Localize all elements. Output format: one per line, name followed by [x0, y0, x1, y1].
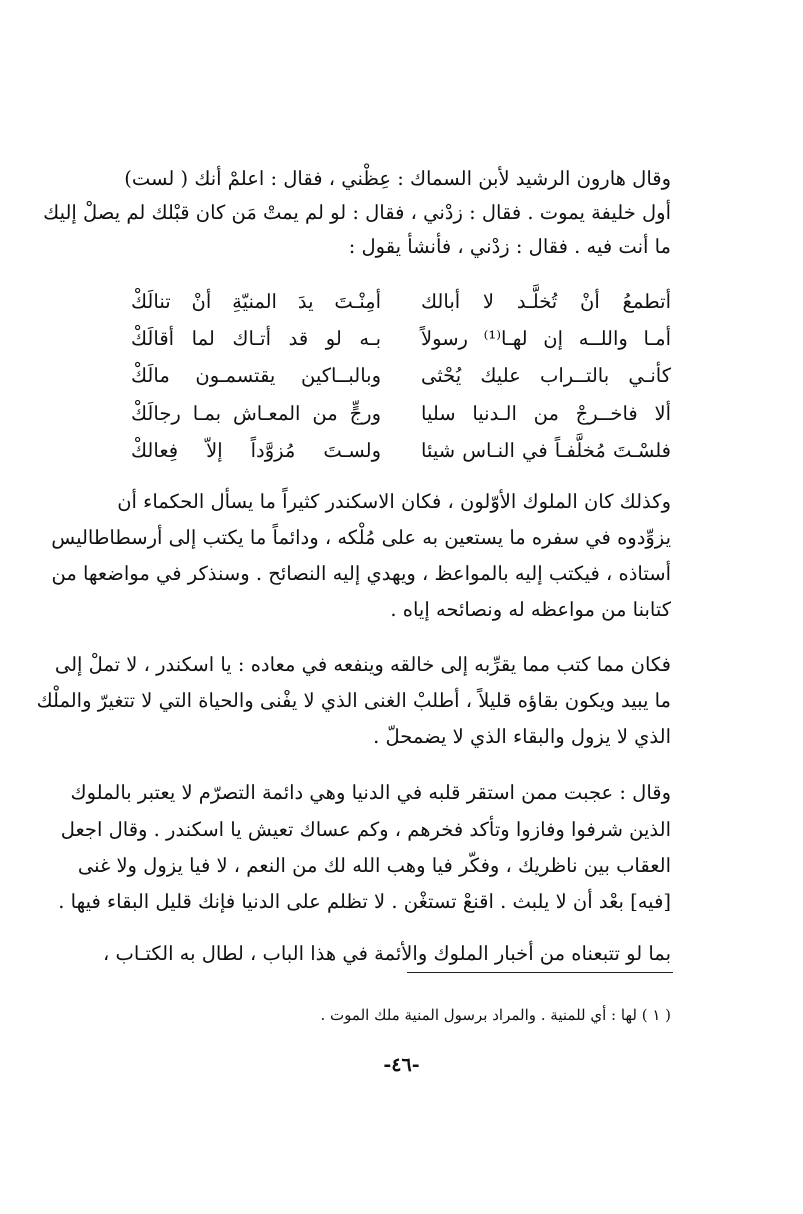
text-line: العقاب بين ناظريك ، وفكّر فيا وهب الله لك من النعم ، لا فيا يزول ولا غنى	[77, 854, 671, 877]
text-line: أول خليفة يموت . فقال : زدْني ، فقال : لو لم يمتْ مَن كان قبْلك لم يصلْ إليك	[43, 201, 671, 224]
text-line: ما أنت فيه . فقال : زدْني ، فأنشأ يقول :	[348, 235, 671, 258]
verse-first-hemistich: أتطمعُ أنْ تُخلَّـد لا أبالك	[421, 290, 671, 313]
text-line: بما لو تتبعناه من أخبار الملوك والأئمة في هذا الباب ، لطال به الكتـاب ،	[102, 942, 671, 965]
footnote: ( ١ ) لها : أي للمنية . والمراد برسول المنية ملك الموت .	[320, 1006, 671, 1024]
text-line: وقال : عجبت ممن استقر قلبه في الدنيا وهي دائمة التصرّم لا يعتبر بالملوك	[70, 781, 671, 804]
poem-verse	[131, 435, 671, 467]
verse-second-hemistich: أمِنْـتَ يدَ المنيّةِ أنْ تنالَكْ	[131, 290, 381, 313]
text-line: كتابنا من مواعظه له ونصائحه إياه .	[390, 598, 671, 621]
text-line: أستاذه ، فيكتب إليه بالمواعظ ، ويهدي إليه النصائح . وسنذكر في مواضعها من	[51, 562, 671, 585]
poem-verse	[131, 360, 671, 392]
verse-first-hemistich: فلسْـتَ مُخلَّفـاً في النـاس شيئا	[421, 439, 671, 462]
verse-second-hemistich: ولسـتَ مُزوَّداً إلاّ فِعالكْ	[131, 439, 381, 462]
verse-first-hemistich: ألا فاخــرجْ من الـدنيا سليا	[421, 402, 671, 425]
verse-second-hemistich: ورجٍّ من المعـاش بمـا رجالَكْ	[131, 402, 381, 425]
text-line: ما يبيد ويكون بقاؤه قليلاً ، أطلبْ الغنى الذي لا يفْنى والحياة التي لا تتغيرّ والملْك	[36, 689, 671, 712]
text-line: [فيه] بعْد أن لا يلبث . اقنعْ تستغْن . لا تظلم على الدنيا فإنك قليل البقاء فيها .	[58, 890, 671, 913]
poem-verse	[131, 323, 671, 355]
text-line: الذي لا يزول والبقاء الذي لا يضمحلّ .	[373, 725, 671, 748]
poem-verse	[131, 286, 671, 318]
verse-second-hemistich: وبالبــاكين يقتسمـون مالَكْ	[131, 364, 381, 387]
text-line: وقال هارون الرشيد لأبن السماك : عِظْني ، فقال : اعلمْ أنك ( لست)	[124, 167, 671, 190]
footnote-separator	[407, 972, 673, 973]
text-line: الذين شرفوا وفازوا وتأكد فخرهم ، وكم عساك تعيش يا اسكندر . وقال اجعل	[60, 818, 671, 841]
text-line: وكذلك كان الملوك الأوّلون ، فكان الاسكندر كثيراً ما يسأل الحكماء أن	[117, 490, 671, 513]
text-line: يزوِّدوه في سفره ما يستعين به على مُلْكه ، ودائماً ما يكتب إلى أرسطاطاليس	[51, 526, 671, 549]
verse-second-hemistich: بـه لو قد أتـاك لما أقالَكْ	[131, 327, 381, 350]
verse-first-hemistich: كأنـي بالتــراب عليك يُحْثى	[421, 364, 671, 387]
verse-first-hemistich: أمـا واللــه إن لهـا⁽¹⁾ رسولاً	[421, 327, 671, 350]
text-line: فكان مما كتب مما يقرِّبه إلى خالقه وينفعه في معاده : يا اسكندر ، لا تملْ إلى	[54, 653, 671, 676]
page-number: -٤٦-	[383, 1054, 420, 1076]
poem-verse	[131, 398, 671, 430]
